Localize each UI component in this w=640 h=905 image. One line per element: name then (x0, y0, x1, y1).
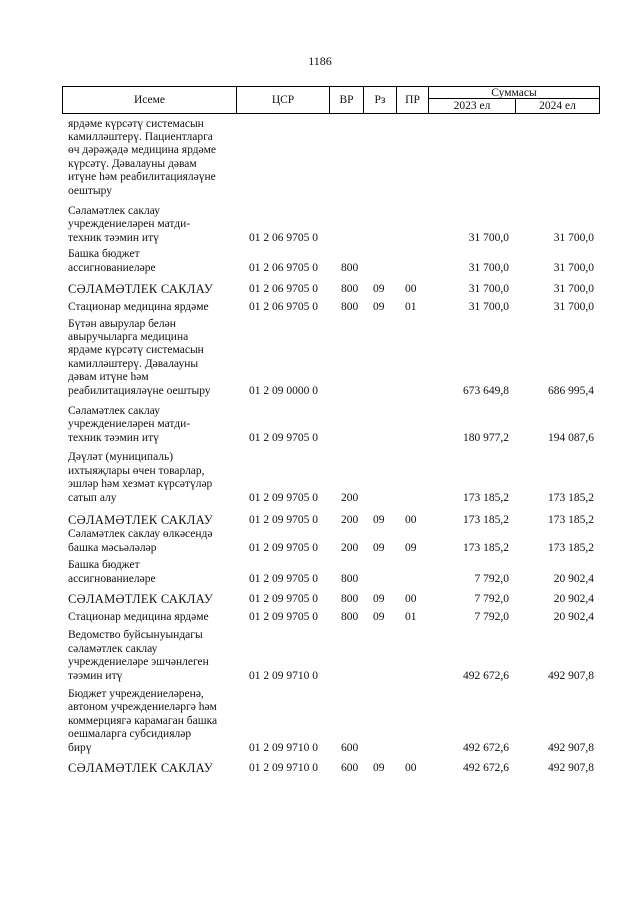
row-name (68, 593, 234, 606)
cell-vr: 600 (341, 742, 359, 754)
cell-csr: 01 2 09 9705 0 (249, 593, 318, 605)
row-name-line: Сәламәтлек саклау өлкәсендә (68, 528, 213, 541)
cell-csr: 01 2 09 9710 0 (249, 762, 318, 774)
row-name-line: СӘЛАМӘТЛЕК САКЛАУ (68, 281, 214, 296)
cell-rz: 09 (373, 593, 385, 605)
table-row (0, 685, 640, 755)
row-name (68, 405, 234, 445)
header-rz: Рз (364, 87, 397, 113)
cell-vr: 800 (341, 301, 359, 313)
row-name-line: автоном учреждениеләргә һәм (68, 701, 217, 714)
cell-rz: 09 (373, 762, 385, 774)
row-name-line: авыручыларга медицина (68, 330, 189, 343)
table-row (0, 755, 640, 775)
table-row (0, 276, 640, 296)
table-row (0, 449, 640, 505)
row-name-line: бирү (68, 741, 92, 754)
cell-rz: 09 (373, 611, 385, 623)
cell-2023: 7 792,0 (474, 593, 509, 605)
table-row (0, 296, 640, 314)
cell-csr: 01 2 09 9705 0 (249, 492, 318, 504)
row-name (68, 118, 234, 198)
cell-vr: 800 (341, 593, 359, 605)
cell-2023: 31 700,0 (468, 262, 509, 274)
cell-2024: 31 700,0 (553, 262, 594, 274)
cell-vr: 800 (341, 573, 359, 585)
row-name-line: эшләр һәм хезмәт күрсәтүләр (68, 478, 213, 491)
cell-2023: 180 977,2 (463, 432, 509, 444)
row-name-line: сәламәтлек саклау (68, 642, 158, 655)
cell-vr: 200 (341, 514, 359, 526)
cell-pr: 00 (405, 593, 417, 605)
row-name-line: техник тәэмин итү (68, 231, 159, 244)
cell-2024: 173 185,2 (548, 492, 594, 504)
cell-csr: 01 2 06 9705 0 (249, 283, 318, 295)
table-row (0, 558, 640, 586)
cell-csr: 01 2 09 0000 0 (249, 385, 318, 397)
cell-vr: 600 (341, 762, 359, 774)
cell-csr: 01 2 09 9705 0 (249, 514, 318, 526)
cell-2024: 194 087,6 (548, 432, 594, 444)
row-name-line: учреждениеләрен матди- (68, 418, 191, 431)
row-name-line: реабилитацияләүне оештыру (68, 384, 211, 397)
cell-2024: 31 700,0 (553, 301, 594, 313)
cell-2023: 31 700,0 (468, 301, 509, 313)
table-row (0, 118, 640, 198)
header-vr: ВР (330, 87, 364, 113)
cell-rz: 09 (373, 514, 385, 526)
cell-pr: 00 (405, 283, 417, 295)
cell-2023: 31 700,0 (468, 283, 509, 295)
cell-2024: 20 902,4 (553, 573, 594, 585)
table-row (0, 507, 640, 527)
row-name-line: Сәламәтлек саклау (68, 204, 160, 217)
row-name-line: дәвам итүне һәм (68, 371, 149, 384)
cell-2024: 31 700,0 (553, 232, 594, 244)
cell-2024: 20 902,4 (553, 593, 594, 605)
row-name-line: Башка бюджет (68, 248, 140, 261)
row-name-line: Стационар медицина ярдәме (68, 610, 209, 623)
cell-csr: 01 2 06 9705 0 (249, 301, 318, 313)
cell-2023: 492 672,6 (463, 742, 509, 754)
cell-pr: 09 (405, 542, 417, 554)
row-name (68, 559, 234, 586)
row-name (68, 301, 234, 314)
header-sums: Суммасы (429, 87, 600, 99)
cell-rz: 09 (373, 301, 385, 313)
cell-2024: 20 902,4 (553, 611, 594, 623)
table-row (0, 405, 640, 445)
row-name (68, 451, 234, 505)
table-row (0, 627, 640, 683)
row-name-line: Дәүләт (муниципаль) (68, 451, 174, 464)
row-name (68, 205, 234, 245)
table-row (0, 249, 640, 275)
row-name-line: итүне һәм реабилитацияләүне (68, 171, 216, 184)
table-row (0, 587, 640, 606)
row-name-line: учреждениеләре эшчәнлеген (68, 656, 209, 669)
row-name-line: коммерциягә карамаган башка (68, 714, 218, 727)
cell-rz: 09 (373, 283, 385, 295)
row-name-line: өч дәрәҗәдә медицина ярдәме (68, 144, 217, 157)
table-row (0, 527, 640, 555)
row-name (68, 248, 234, 275)
cell-2023: 492 672,6 (463, 670, 509, 682)
cell-csr: 01 2 09 9705 0 (249, 432, 318, 444)
cell-2024: 686 995,4 (548, 385, 594, 397)
row-name-line: Стационар медицина ярдәме (68, 300, 209, 313)
row-name-line: техник тәэмин итү (68, 431, 159, 444)
cell-2023: 673 649,8 (463, 385, 509, 397)
row-name-line: тәэмин итү (68, 669, 123, 682)
row-name-line: ярдәме күрсәтү системасын (68, 117, 204, 130)
cell-rz: 09 (373, 542, 385, 554)
cell-vr: 800 (341, 262, 359, 274)
row-name-line: ассигнованиеләре (68, 572, 156, 585)
cell-csr: 01 2 09 9710 0 (249, 742, 318, 754)
header-name: Исеме (63, 87, 237, 113)
row-name-line: камилләштерү. Дәвалауны (68, 357, 199, 370)
row-name-line: оешмаларга субсидияләр (68, 728, 192, 741)
cell-csr: 01 2 09 9710 0 (249, 670, 318, 682)
row-name-line: ихтыяҗлары өчен товарлар, (68, 464, 205, 477)
cell-2024: 173 185,2 (548, 514, 594, 526)
cell-2023: 173 185,2 (463, 514, 509, 526)
cell-2023: 31 700,0 (468, 232, 509, 244)
cell-2024: 31 700,0 (553, 283, 594, 295)
cell-pr: 00 (405, 762, 417, 774)
row-name (68, 318, 234, 398)
row-name-line: СӘЛАМӘТЛЕК САКЛАУ (68, 591, 214, 606)
cell-2024: 492 907,8 (548, 762, 594, 774)
row-name (68, 514, 234, 527)
page-number: 1186 (308, 54, 332, 68)
row-name-line: сатып алу (68, 491, 117, 504)
cell-2024: 492 907,8 (548, 742, 594, 754)
cell-csr: 01 2 09 9705 0 (249, 611, 318, 623)
row-name-line: Бүтән авырулар белән (68, 317, 176, 330)
row-name-line: СӘЛАМӘТЛЕК САКЛАУ (68, 760, 214, 775)
row-name (68, 762, 234, 775)
cell-csr: 01 2 09 9705 0 (249, 573, 318, 585)
header-year-2023: 2023 ел (429, 99, 516, 113)
row-name-line: ярдәме күрсәтү системасын (68, 344, 204, 357)
cell-2023: 7 792,0 (474, 573, 509, 585)
cell-2023: 492 672,6 (463, 762, 509, 774)
cell-2023: 7 792,0 (474, 611, 509, 623)
cell-2024: 173 185,2 (548, 542, 594, 554)
row-name-line: күрсәтү. Дәвалауны дәвам (68, 157, 197, 170)
row-name-line: Сәламәтлек саклау (68, 404, 160, 417)
table-row (0, 205, 640, 245)
row-name (68, 283, 234, 296)
cell-2023: 173 185,2 (463, 492, 509, 504)
row-name-line: учреждениеләрен матди- (68, 218, 191, 231)
row-name-line: ассигнованиеләре (68, 261, 156, 274)
row-name (68, 629, 234, 683)
row-name-line: СӘЛАМӘТЛЕК САКЛАУ (68, 512, 214, 527)
header-csr: ЦСР (237, 87, 330, 113)
table-header (62, 86, 600, 114)
cell-2023: 173 185,2 (463, 542, 509, 554)
row-name (68, 528, 234, 555)
table-row (0, 314, 640, 398)
cell-pr: 01 (405, 611, 417, 623)
row-name-line: Ведомство буйсынуындагы (68, 629, 203, 642)
cell-vr: 800 (341, 611, 359, 623)
cell-pr: 01 (405, 301, 417, 313)
cell-csr: 01 2 09 9705 0 (249, 542, 318, 554)
row-name-line: башка мәсьәләләр (68, 541, 157, 554)
cell-2024: 492 907,8 (548, 670, 594, 682)
row-name-line: камилләштерү. Пациентларга (68, 130, 213, 143)
row-name (68, 611, 234, 624)
row-name (68, 688, 234, 755)
cell-pr: 00 (405, 514, 417, 526)
table-row (0, 606, 640, 624)
row-name-line: оештыру (68, 184, 112, 197)
header-pr: ПР (397, 87, 429, 113)
cell-csr: 01 2 06 9705 0 (249, 262, 318, 274)
cell-vr: 200 (341, 492, 359, 504)
cell-csr: 01 2 06 9705 0 (249, 232, 318, 244)
row-name-line: Бюджет учреждениеләренә, (68, 687, 204, 700)
header-year-2024: 2024 ел (516, 99, 600, 113)
cell-vr: 800 (341, 283, 359, 295)
row-name-line: Башка бюджет (68, 559, 140, 572)
cell-vr: 200 (341, 542, 359, 554)
